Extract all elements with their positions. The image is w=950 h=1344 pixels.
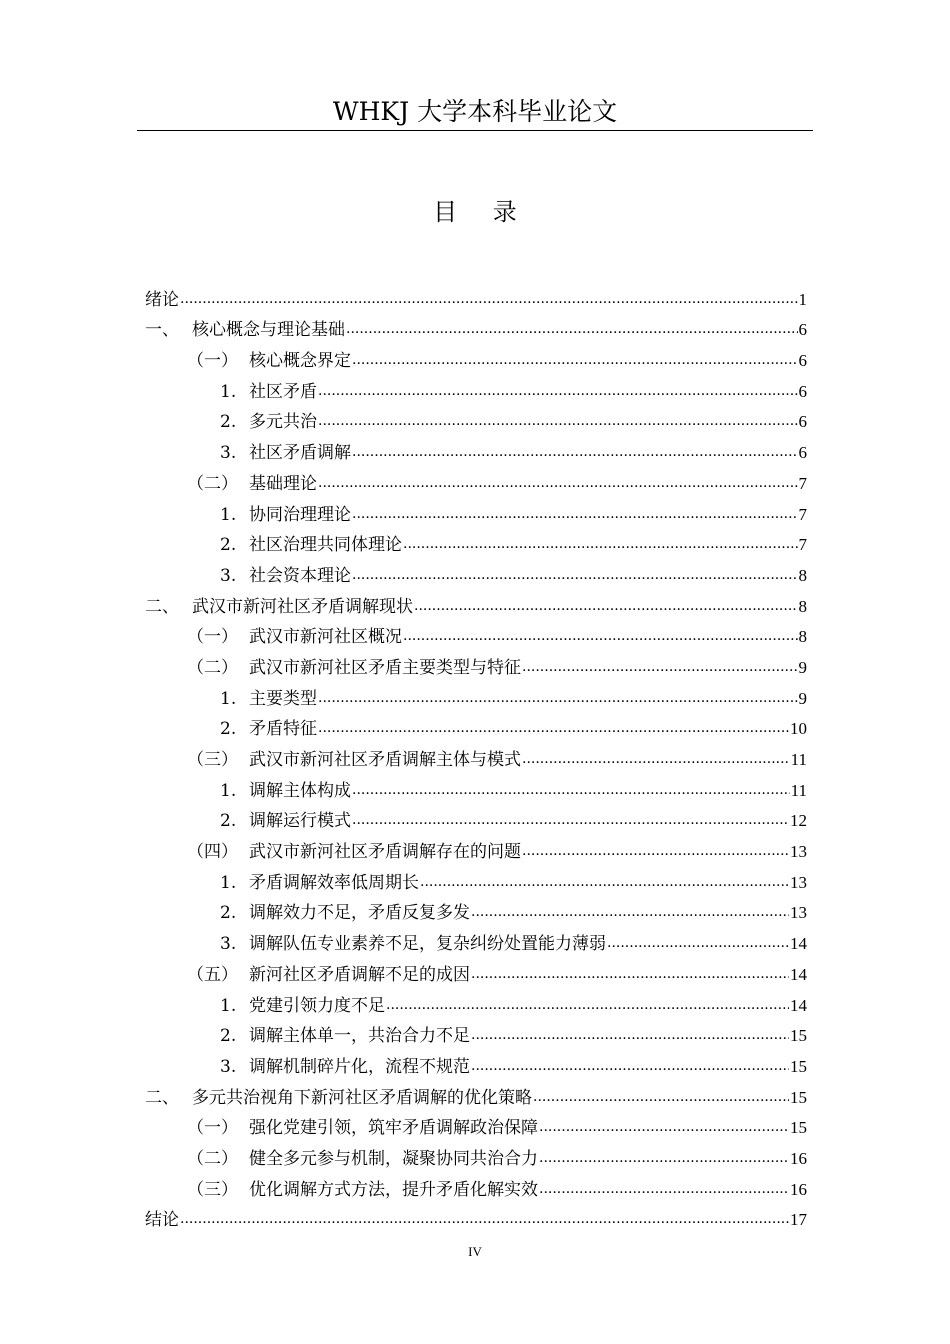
toc-entry-title: 健全多元参与机制，凝聚协同共治合力	[249, 1148, 538, 1169]
toc-entry-title: 多元共治视角下新河社区矛盾调解的优化策略	[192, 1087, 532, 1108]
toc-entry[interactable]	[145, 896, 807, 927]
toc-entry[interactable]	[145, 466, 807, 497]
toc-entry[interactable]	[145, 834, 807, 865]
toc-entry-page: 8	[798, 596, 807, 616]
toc-entry[interactable]	[145, 681, 807, 712]
toc-entry-title: 主要类型	[249, 688, 317, 709]
toc-entry-title: 优化调解方式方法，提升矛盾化解实效	[249, 1179, 538, 1200]
toc-entry-number: 3.	[220, 1056, 237, 1077]
toc-entry-number: （三）	[187, 1179, 238, 1200]
toc-entry-number: 2.	[220, 412, 237, 433]
toc-entry-number: （二）	[187, 473, 238, 494]
toc-entry[interactable]	[145, 589, 807, 620]
toc-entry-number: （五）	[187, 964, 238, 985]
toc-dot-leader	[346, 319, 798, 339]
toc-entry-title: 调解主体构成	[249, 780, 351, 801]
toc-entry-number: （一）	[187, 351, 238, 372]
toc-entry-page: 7	[798, 504, 807, 524]
toc-entry-title: 社区矛盾	[249, 381, 317, 402]
toc-entry-title: 党建引领力度不足	[249, 995, 385, 1016]
toc-entry-title: 绪论	[145, 289, 179, 310]
toc-entry-number: 2.	[220, 535, 237, 556]
toc-entry-page: 6	[798, 320, 807, 340]
toc-dot-leader	[414, 596, 798, 616]
toc-entry-page: 13	[790, 872, 807, 892]
toc-entry[interactable]	[145, 497, 807, 528]
toc-entry-title: 调解机制碎片化，流程不规范	[249, 1056, 470, 1077]
toc-entry-number: （一）	[187, 627, 238, 648]
toc-entry[interactable]	[145, 712, 807, 743]
toc-entry[interactable]	[145, 1049, 807, 1080]
toc-entry-page: 10	[790, 719, 807, 739]
toc-dot-leader	[403, 626, 798, 646]
header-rule	[137, 130, 813, 131]
toc-dot-leader	[403, 534, 798, 554]
toc-title: 目 录	[433, 198, 531, 226]
toc-entry-page: 8	[798, 565, 807, 585]
toc-entry-number: 2.	[220, 811, 237, 832]
toc-entry-number: （一）	[187, 1118, 238, 1139]
toc-entry-number: 一、	[145, 320, 179, 341]
toc-entry-number: 二、	[145, 1087, 179, 1108]
toc-dot-leader	[352, 565, 798, 585]
toc-dot-leader	[471, 1056, 789, 1076]
toc-entry-number: 1.	[220, 872, 237, 893]
toc-entry-page: 14	[790, 934, 807, 954]
toc-entry-title: 武汉市新河社区矛盾调解现状	[192, 596, 413, 617]
toc-entry-page: 9	[798, 688, 807, 708]
toc-entry-title: 调解队伍专业素养不足，复杂纠纷处置能力薄弱	[249, 934, 606, 955]
document-header-title: WHKJ 大学本科毕业论文	[332, 97, 618, 126]
toc-entry-page: 7	[798, 473, 807, 493]
toc-dot-leader	[471, 964, 789, 984]
toc-entry-number: 1.	[220, 780, 237, 801]
toc-entry[interactable]	[145, 650, 807, 681]
toc-entry-title: 多元共治	[249, 412, 317, 433]
toc-entry-page: 11	[790, 780, 807, 800]
toc-entry-title: 协同治理理论	[249, 504, 351, 525]
toc-entry-number: 3.	[220, 934, 237, 955]
toc-dot-leader	[471, 1025, 789, 1045]
toc-entry-title: 强化党建引领，筑牢矛盾调解政治保障	[249, 1118, 538, 1139]
toc-entry-title: 矛盾调解效率低周期长	[249, 872, 419, 893]
toc-entry[interactable]	[145, 313, 807, 344]
toc-entry-title: 调解主体单一，共治合力不足	[249, 1026, 470, 1047]
toc-entry[interactable]	[145, 988, 807, 1019]
toc-dot-leader	[318, 473, 798, 493]
toc-entry-number: （三）	[187, 750, 238, 770]
toc-entry[interactable]	[145, 343, 807, 374]
toc-entry-page: 11	[790, 750, 807, 769]
toc-entry-title: 武汉市新河社区矛盾调解存在的问题	[249, 842, 521, 863]
toc-entry[interactable]	[145, 773, 807, 804]
toc-dot-leader	[318, 688, 798, 708]
toc-dot-leader	[352, 810, 789, 830]
toc-entry-title: 社区治理共同体理论	[249, 535, 402, 556]
toc-entry-page: 16	[790, 1148, 807, 1168]
table-of-contents	[145, 282, 807, 1233]
toc-entry-title: 武汉市新河社区概况	[249, 627, 402, 648]
toc-entry[interactable]	[145, 957, 807, 988]
toc-entry[interactable]	[145, 804, 807, 835]
toc-entry-number: （二）	[187, 1148, 238, 1169]
toc-entry-number: （二）	[187, 657, 238, 678]
toc-entry-title: 基础理论	[249, 473, 317, 494]
toc-dot-leader	[318, 381, 798, 401]
toc-dot-leader	[522, 657, 798, 677]
toc-dot-leader	[386, 995, 789, 1015]
toc-entry[interactable]	[145, 865, 807, 896]
toc-entry-title: 核心概念界定	[249, 351, 351, 372]
toc-entry-title: 矛盾特征	[249, 719, 317, 740]
toc-entry-page: 6	[798, 381, 807, 401]
toc-entry-page: 9	[798, 657, 807, 677]
toc-dot-leader	[539, 1148, 789, 1168]
toc-entry-title: 结论	[145, 1210, 179, 1231]
toc-entry[interactable]	[145, 435, 807, 466]
toc-entry[interactable]	[145, 742, 807, 773]
toc-entry[interactable]	[145, 1172, 807, 1203]
toc-entry-number: （四）	[187, 842, 238, 863]
toc-entry[interactable]	[145, 1019, 807, 1050]
toc-entry-page: 6	[798, 443, 807, 463]
toc-entry-page: 13	[790, 842, 807, 862]
toc-entry-page: 6	[798, 412, 807, 432]
toc-dot-leader	[539, 1117, 789, 1137]
toc-dot-leader	[522, 841, 789, 861]
toc-entry-number: 二、	[145, 596, 179, 617]
toc-entry-page: 6	[798, 351, 807, 371]
toc-entry-number: 2.	[220, 719, 237, 740]
toc-entry-title: 社区矛盾调解	[249, 443, 351, 464]
toc-dot-leader	[352, 442, 798, 462]
toc-entry-title: 核心概念与理论基础	[192, 320, 345, 341]
toc-dot-leader	[420, 872, 789, 892]
toc-entry-page: 14	[790, 964, 807, 984]
toc-dot-leader	[522, 749, 790, 769]
toc-entry-number: 3.	[220, 565, 237, 586]
toc-entry-number: 1.	[220, 995, 237, 1016]
toc-entry-title: 调解运行模式	[249, 811, 351, 832]
toc-entry-title: 新河社区矛盾调解不足的成因	[249, 964, 470, 985]
toc-entry[interactable]	[145, 1111, 807, 1142]
toc-entry-title: 武汉市新河社区矛盾调解主体与模式	[249, 750, 521, 770]
toc-entry-page: 8	[798, 627, 807, 647]
toc-dot-leader	[352, 504, 798, 524]
toc-entry-page: 1	[798, 289, 807, 309]
toc-entry-number: 1.	[220, 688, 237, 709]
toc-dot-leader	[471, 902, 789, 922]
toc-entry-number: 2.	[220, 903, 237, 924]
toc-dot-leader	[352, 780, 790, 800]
toc-entry-page: 15	[790, 1026, 807, 1046]
page-number-footer: IV	[468, 1244, 482, 1259]
toc-entry[interactable]	[145, 374, 807, 405]
toc-entry-number: 2.	[220, 1026, 237, 1047]
toc-entry-title: 武汉市新河社区矛盾主要类型与特征	[249, 657, 521, 678]
toc-entry-number: 1.	[220, 504, 237, 525]
toc-dot-leader	[607, 933, 789, 953]
toc-entry[interactable]	[145, 282, 807, 313]
toc-entry-page: 16	[790, 1179, 807, 1199]
toc-entry[interactable]	[145, 926, 807, 957]
toc-entry-page: 7	[798, 535, 807, 555]
toc-entry[interactable]	[145, 558, 807, 589]
toc-entry-page: 15	[790, 1118, 807, 1138]
toc-entry[interactable]	[145, 620, 807, 651]
toc-entry-title: 社会资本理论	[249, 565, 351, 586]
toc-entry-number: 3.	[220, 443, 237, 464]
toc-entry-number: 1.	[220, 381, 237, 402]
toc-dot-leader	[318, 411, 798, 431]
toc-dot-leader	[352, 350, 798, 370]
toc-entry-title: 调解效力不足，矛盾反复多发	[249, 903, 470, 924]
toc-dot-leader	[533, 1087, 789, 1107]
toc-entry[interactable]	[145, 405, 807, 436]
toc-dot-leader	[180, 289, 798, 309]
toc-dot-leader	[318, 718, 789, 738]
toc-entry-page: 15	[790, 1087, 807, 1107]
toc-entry[interactable]	[145, 1080, 807, 1111]
toc-entry[interactable]	[145, 528, 807, 559]
toc-entry-page: 13	[790, 903, 807, 923]
toc-entry[interactable]	[145, 1203, 807, 1234]
toc-entry-page: 14	[790, 995, 807, 1015]
toc-entry-page: 15	[790, 1056, 807, 1076]
toc-entry-page: 17	[790, 1210, 807, 1230]
toc-dot-leader	[539, 1179, 789, 1199]
toc-entry-page: 12	[790, 811, 807, 831]
toc-entry[interactable]	[145, 1141, 807, 1172]
toc-dot-leader	[180, 1209, 789, 1229]
